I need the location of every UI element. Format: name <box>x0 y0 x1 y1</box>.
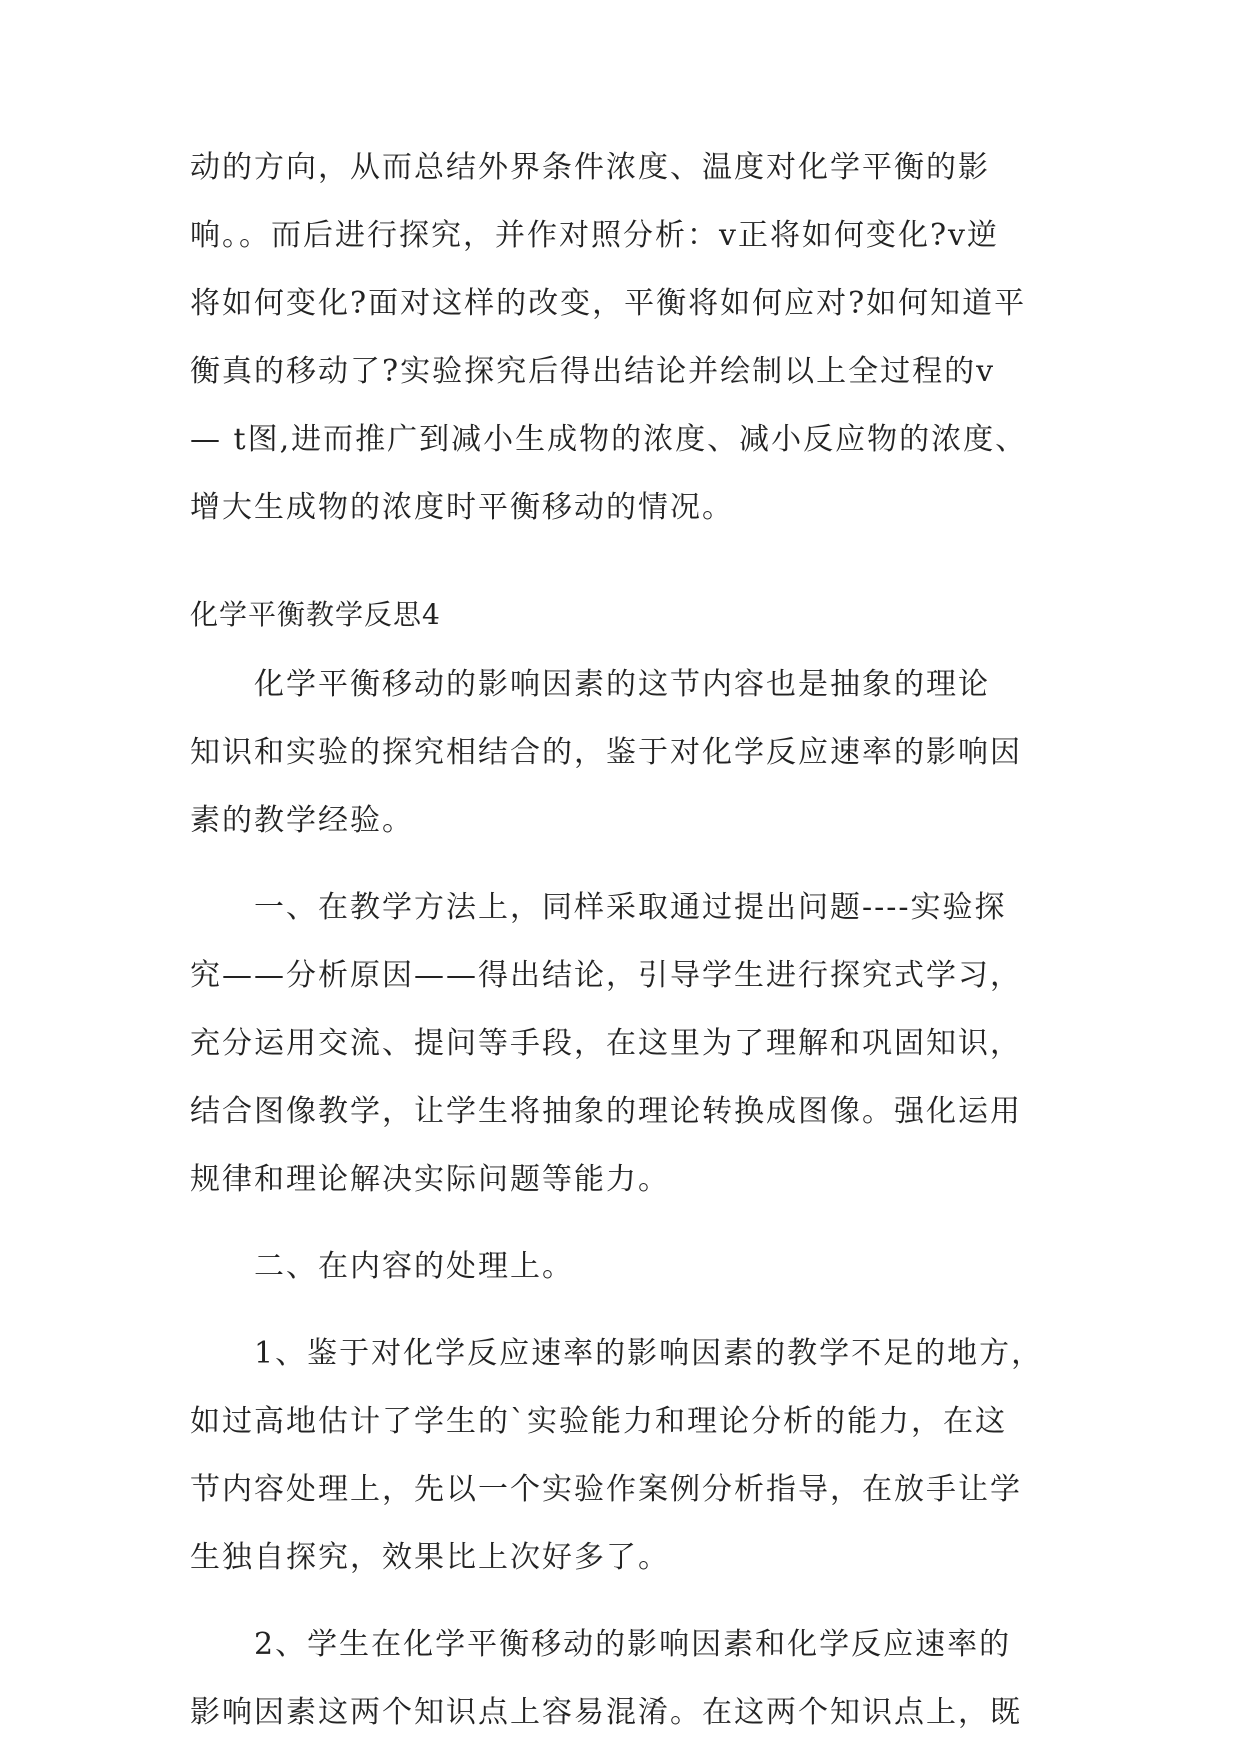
text-line: 增大生成物的浓度时平衡移动的情况。 <box>190 490 734 525</box>
text-line: 动的方向，从而总结外界条件浓度、温度对化学平衡的影 <box>190 150 990 185</box>
text-line: 规律和理论解决实际问题等能力。 <box>190 1162 670 1197</box>
text-line: 如过高地估计了学生的`实验能力和理论分析的能力，在这 <box>190 1404 1007 1439</box>
text-line: 素的教学经验。 <box>190 803 414 838</box>
text-line: 1、鉴于对化学反应速率的影响因素的教学不足的地方， <box>254 1336 1044 1371</box>
text-line: 究——分析原因——得出结论，引导学生进行探究式学习， <box>190 958 1022 993</box>
text-line: 2、学生在化学平衡移动的影响因素和化学反应速率的 <box>254 1627 1012 1662</box>
text-line: 节内容处理上，先以一个实验作案例分析指导，在放手让学 <box>190 1472 1022 1507</box>
text-line: 知识和实验的探究相结合的，鉴于对化学反应速率的影响因 <box>190 735 1022 770</box>
text-line: 一、在教学方法上，同样采取通过提出问题----实验探 <box>254 890 1007 925</box>
text-line: 化学平衡移动的影响因素的这节内容也是抽象的理论 <box>254 667 990 702</box>
text-line: 将如何变化?面对这样的改变，平衡将如何应对?如何知道平 <box>190 286 1027 321</box>
text-line: 充分运用交流、提问等手段，在这里为了理解和巩固知识， <box>190 1026 1022 1061</box>
text-line: 影响因素这两个知识点上容易混淆。在这两个知识点上，既 <box>190 1695 1022 1730</box>
text-line: 响。。而后进行探究，并作对照分析：v正将如何变化?v逆 <box>190 218 999 253</box>
text-line: 二、在内容的处理上。 <box>254 1249 574 1284</box>
text-line: — t图,进而推广到减小生成物的浓度、减小反应物的浓度、 <box>190 422 1028 457</box>
text-line: 结合图像教学，让学生将抽象的理论转换成图像。强化运用 <box>190 1094 1022 1129</box>
text-line: 衡真的移动了?实验探究后得出结论并绘制以上全过程的v <box>190 354 996 389</box>
text-line: 生独自探究，效果比上次好多了。 <box>190 1540 670 1575</box>
section-title: 化学平衡教学反思4 <box>190 598 441 631</box>
